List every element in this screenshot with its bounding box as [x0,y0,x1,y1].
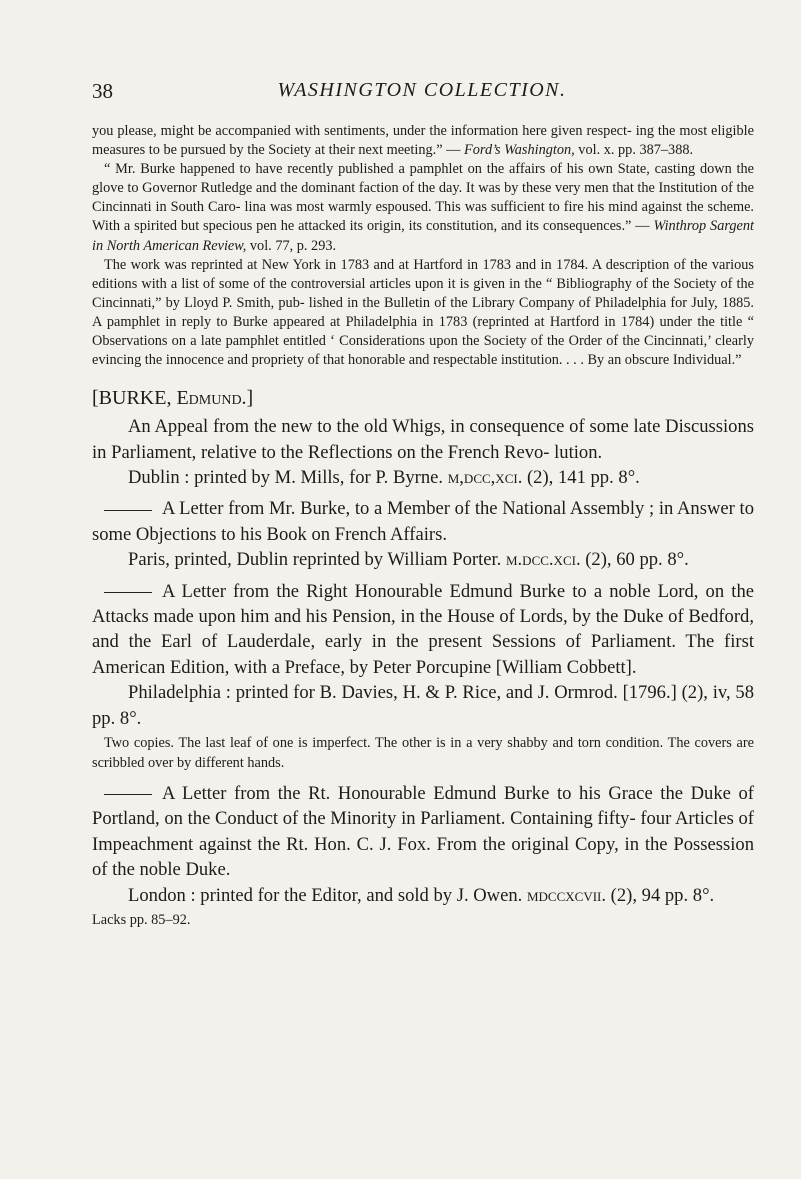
entry-title: A Letter from Mr. Burke, to a Member of the National Assembly ; in Answer to some Objections to his Book on French Affairs. [92,498,754,545]
entry-imprint: Dublin : printed by M. Mills, for P. Byrne. m,dcc,xci. (2), 141 pp. 8°. [128,467,640,489]
entry-note: Two copies. The last leaf of one is imperfect. The other is in a very shabby and torn condition. The covers are scribbled over by different hands. [92,735,754,771]
source-citation: Ford’s Washington, [464,142,575,159]
entry-title: An Appeal from the new to the old Whigs, in consequence of some late Discussions in Parliament, relative to the Reflections on the French Revo- lution. [92,416,754,463]
entry-imprint: Philadelphia : printed for B. Davies, H. & P. Rice, and J. Ormrod. [1796.] (2), iv, 58 pp. 8°. [92,682,754,729]
page-body [92,122,754,930]
intro-paragraph-1: you please, might be accompanied with sentiments, under the information here given respect- ing the most eligible measures to be pursued by the Society at their next meeting.” — Ford’s Washington, vol. x. pp. 387–388. [92,123,754,159]
page-number: 38 [92,79,113,103]
page-header [92,79,752,109]
source-citation: Winthrop Sargent in North American Review, [92,218,754,254]
intro-paragraph-3: The work was reprinted at New York in 1783 and at Hartford in 1783 and in 1784. A description of the various editions with a list of some of the controversial articles upon it is given in the “ Bibliography of the Society of the Cincinnati,” by Lloyd P. Smith, pub- lished in the Bulletin of the Library Company of Philadelphia for July, 1885. A pamphlet in reply to Burke appeared at Philadelphia in 1783 (reprinted at Hartford in 1784) under the title “ Observations on a late pamphlet entitled ‘ Considerations upon the Society of the Order of the Cincinnati,’ clearly evincing the innocence and propriety of that honorable and respectable institution. . . . By an obscure Individual.” [92,256,754,369]
entry-title: A Letter from the Right Honourable Edmund Burke to a noble Lord, on the Attacks made upon him and his Pension, in the House of Lords, by the Duke of Bedford, and the Earl of Lauderdale, early in the present Sessions of Parliament. The first American Edition, with a Preface, by Peter Porcupine [William Cobbett]. [92,580,754,678]
entry-note: Lacks pp. 85–92. [92,911,191,928]
entry-heading: [BURKE, Edmund.] [92,387,254,410]
intro-paragraph-2: “ Mr. Burke happened to have recently published a pamphlet on the affairs of his own State, casting down the glove to Governor Rutledge and the dominant faction of the day. It was by these very men that the Institution of the Cincinnati in South Caro- lina was most warmly espoused. This was sufficient to fire his mind against the scheme. With a spirited but specious pen he attacked its origin, its constitution, and its consequences.” — Winthrop Sargent in North American Review, vol. 77, p. 293. [92,161,754,254]
ditto-dash [104,510,152,511]
running-head: WASHINGTON COLLECTION. [277,79,567,101]
entry-title: A Letter from the Rt. Honourable Edmund Burke to his Grace the Duke of Portland, on the Conduct of the Minority in Parliament. Containing fifty- four Articles of Impeachment against the Rt. Hon. C. J. Fox. From the original Copy, in the Possession of the noble Duke. [92,782,754,881]
entry-imprint: London : printed for the Editor, and sold by J. Owen. mdccxcvii. (2), 94 pp. 8°. [128,884,715,906]
ditto-dash [104,794,152,795]
entry-imprint: Paris, printed, Dublin reprinted by William Porter. m.dcc.xci. (2), 60 pp. 8°. [128,549,689,571]
ditto-dash [104,592,152,593]
